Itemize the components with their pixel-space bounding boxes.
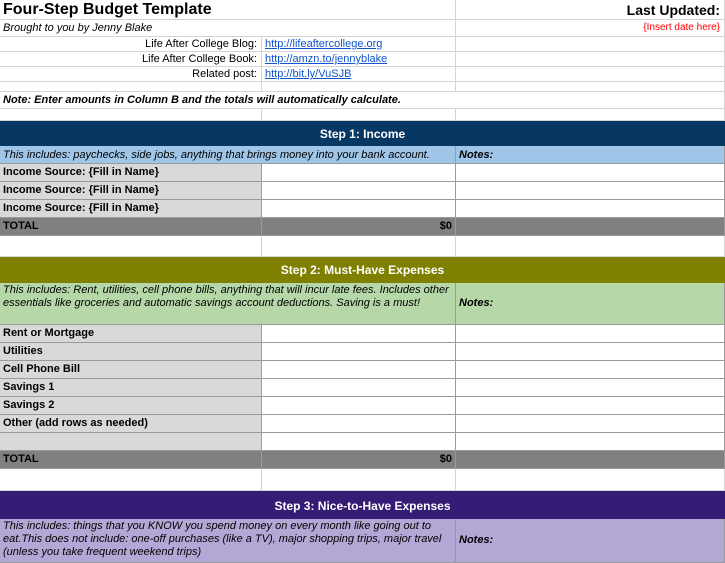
link-url-cell[interactable] <box>262 67 456 82</box>
amount-input-cell[interactable] <box>262 415 456 433</box>
amount-input-cell[interactable] <box>262 379 456 397</box>
empty-cell[interactable] <box>262 469 456 491</box>
step2-notes-label: Notes: <box>459 297 494 309</box>
row-blank <box>0 236 725 257</box>
link-label-cell[interactable] <box>0 37 262 52</box>
table-row <box>0 164 725 182</box>
expense-label: Savings 1 <box>3 381 55 393</box>
row-link-blog <box>0 37 725 52</box>
step3-title: Step 3: Nice-to-Have Expenses <box>274 499 451 513</box>
link-url-cell[interactable] <box>262 52 456 67</box>
income-source-label: Income Source: {Fill in Name} <box>3 184 159 196</box>
table-row <box>0 200 725 218</box>
notes-input-cell[interactable] <box>456 343 725 361</box>
instruction-note: Note: Enter amounts in Column B and the totals will automatically calculate. <box>3 94 401 106</box>
notes-input-cell[interactable] <box>456 379 725 397</box>
empty-cell[interactable] <box>456 67 725 82</box>
expense-label: Other (add rows as needed) <box>3 417 148 429</box>
last-updated-cell[interactable] <box>456 0 725 20</box>
step2-total-label: TOTAL <box>3 453 39 465</box>
income-source-label: Income Source: {Fill in Name} <box>3 166 159 178</box>
step3-notes-cell[interactable] <box>456 519 725 563</box>
insert-date-cell[interactable] <box>456 20 725 37</box>
title-cell[interactable] <box>0 0 456 20</box>
notes-input-cell[interactable] <box>456 397 725 415</box>
expense-label: Utilities <box>3 345 43 357</box>
total-value-cell[interactable] <box>262 451 456 469</box>
table-row <box>0 361 725 379</box>
amount-input-cell[interactable] <box>262 343 456 361</box>
step1-notes-label: Notes: <box>459 149 494 161</box>
byline: Brought to you by Jenny Blake <box>3 22 153 34</box>
step2-title: Step 2: Must-Have Expenses <box>280 263 445 277</box>
income-source-label: Income Source: {Fill in Name} <box>3 202 159 214</box>
empty-cell[interactable] <box>456 236 725 257</box>
step3-description-row <box>0 519 725 563</box>
link-label-blog: Life After College Blog: <box>145 38 257 50</box>
step1-total-label: TOTAL <box>3 220 39 232</box>
empty-cell[interactable] <box>456 451 725 469</box>
empty-cell[interactable] <box>456 82 725 92</box>
table-row <box>0 397 725 415</box>
link-label-book: Life After College Book: <box>142 53 257 65</box>
link-book[interactable]: http://amzn.to/jennyblake <box>265 53 388 65</box>
row-blank <box>0 82 725 92</box>
step2-total-value: $0 <box>439 453 452 465</box>
notes-input-cell[interactable] <box>456 433 725 451</box>
step1-description-row <box>0 146 725 164</box>
row-title <box>0 0 725 20</box>
link-blog[interactable]: http://lifeaftercollege.org <box>265 38 383 50</box>
income-source-label-cell[interactable] <box>0 182 262 200</box>
notes-input-cell[interactable] <box>456 325 725 343</box>
row-blank <box>0 469 725 491</box>
row-blank <box>0 109 725 121</box>
link-label-cell[interactable] <box>0 52 262 67</box>
step1-header[interactable] <box>0 121 725 146</box>
empty-cell[interactable] <box>262 236 456 257</box>
step3-description-cell[interactable] <box>0 519 456 563</box>
empty-cell[interactable] <box>262 109 456 121</box>
total-label-cell[interactable] <box>0 451 262 469</box>
table-row <box>0 433 725 451</box>
expense-label: Savings 2 <box>3 399 55 411</box>
empty-cell[interactable] <box>456 469 725 491</box>
expense-label: Rent or Mortgage <box>3 327 95 339</box>
link-label-post: Related post: <box>192 68 257 80</box>
table-row <box>0 182 725 200</box>
row-note <box>0 92 725 109</box>
empty-cell[interactable] <box>262 82 456 92</box>
link-label-cell[interactable] <box>0 67 262 82</box>
expense-label: Cell Phone Bill <box>3 363 81 375</box>
expense-label-cell[interactable] <box>0 433 262 451</box>
step2-header[interactable] <box>0 257 725 283</box>
amount-input-cell[interactable] <box>262 182 456 200</box>
table-row <box>0 379 725 397</box>
empty-cell[interactable] <box>0 469 262 491</box>
empty-cell[interactable] <box>456 52 725 67</box>
step2-description-cell[interactable] <box>0 283 456 325</box>
total-label-cell[interactable] <box>0 218 262 236</box>
amount-input-cell[interactable] <box>262 433 456 451</box>
income-source-label-cell[interactable] <box>0 164 262 182</box>
notes-input-cell[interactable] <box>456 164 725 182</box>
step1-total-value: $0 <box>439 220 452 232</box>
step2-description-row <box>0 283 725 325</box>
notes-input-cell[interactable] <box>456 361 725 379</box>
step1-description-cell[interactable] <box>0 146 456 164</box>
empty-cell[interactable] <box>0 236 262 257</box>
step1-total-row <box>0 218 725 236</box>
amount-input-cell[interactable] <box>262 164 456 182</box>
step1-title: Step 1: Income <box>319 127 406 141</box>
row-byline <box>0 20 725 37</box>
expense-label-cell[interactable] <box>0 415 262 433</box>
step2-total-row <box>0 451 725 469</box>
expense-label-cell[interactable] <box>0 361 262 379</box>
note-cell[interactable] <box>0 92 725 109</box>
income-source-label-cell[interactable] <box>0 200 262 218</box>
empty-cell[interactable] <box>0 82 262 92</box>
amount-input-cell[interactable] <box>262 361 456 379</box>
step1-description: This includes: paychecks, side jobs, anything that brings money into your bank account. <box>3 149 430 161</box>
insert-date-placeholder: {Insert date here} <box>643 22 720 33</box>
expense-label-cell[interactable] <box>0 379 262 397</box>
page-title: Four-Step Budget Template <box>3 1 212 18</box>
step3-description: This includes: things that you KNOW you spend money on every month like going out to eat.This does not include: one-off purchases (like a TV), major shopping trips, major travel (unless you take frequent weekend trips) <box>3 520 442 558</box>
link-url-cell[interactable] <box>262 37 456 52</box>
notes-input-cell[interactable] <box>456 182 725 200</box>
step3-notes-label: Notes: <box>459 534 494 546</box>
expense-label-cell[interactable] <box>0 325 262 343</box>
step1-notes-cell[interactable] <box>456 146 725 164</box>
empty-cell[interactable] <box>456 218 725 236</box>
table-row <box>0 343 725 361</box>
empty-cell[interactable] <box>0 109 262 121</box>
table-row <box>0 415 725 433</box>
row-link-post <box>0 67 725 82</box>
step2-notes-cell[interactable] <box>456 283 725 325</box>
last-updated-label: Last Updated: <box>626 2 720 18</box>
expense-label-cell[interactable] <box>0 343 262 361</box>
empty-cell[interactable] <box>456 37 725 52</box>
link-post[interactable]: http://bit.ly/VuSJB <box>265 68 352 80</box>
table-row <box>0 325 725 343</box>
empty-cell[interactable] <box>456 109 725 121</box>
amount-input-cell[interactable] <box>262 397 456 415</box>
notes-input-cell[interactable] <box>456 200 725 218</box>
step3-header[interactable] <box>0 491 725 519</box>
amount-input-cell[interactable] <box>262 325 456 343</box>
total-value-cell[interactable] <box>262 218 456 236</box>
step2-description: This includes: Rent, utilities, cell phone bills, anything that will incur late fees. Includes other essentials like groceries and automatic savings account deductions. Saving is a must! <box>3 284 449 309</box>
expense-label-cell[interactable] <box>0 397 262 415</box>
row-link-book <box>0 52 725 67</box>
byline-cell[interactable] <box>0 20 456 37</box>
notes-input-cell[interactable] <box>456 415 725 433</box>
amount-input-cell[interactable] <box>262 200 456 218</box>
